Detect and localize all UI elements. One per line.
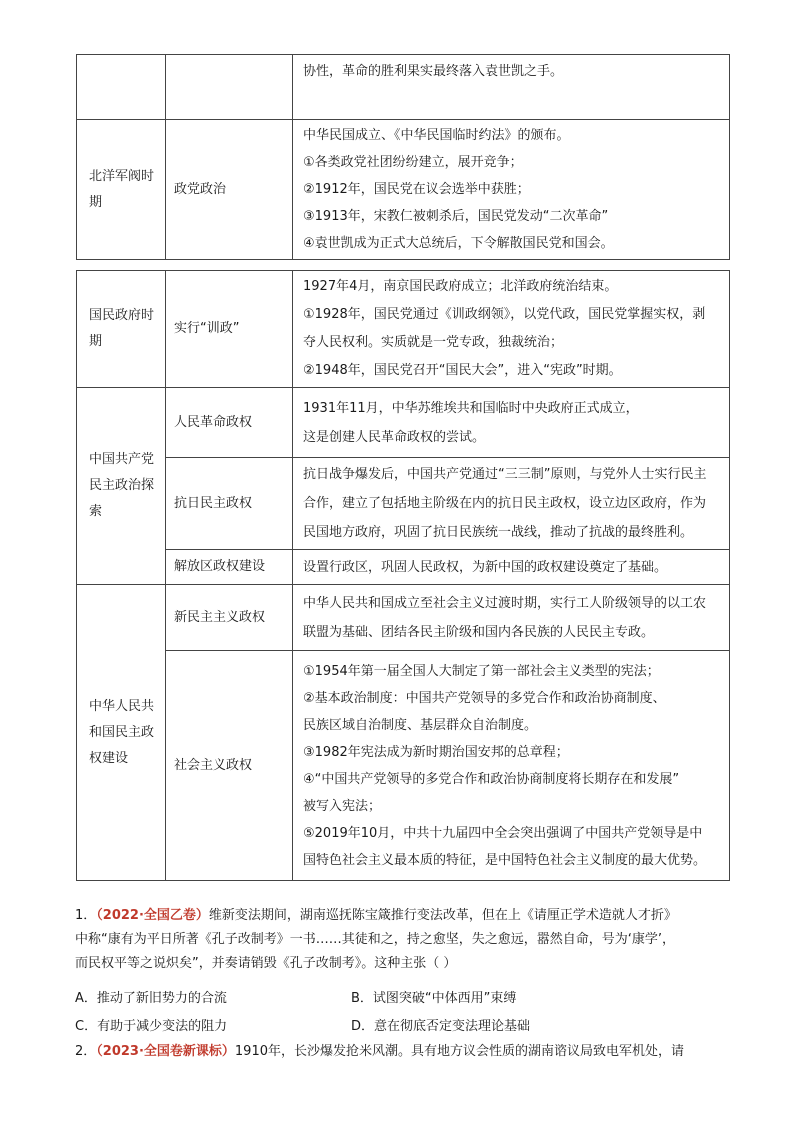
- question-source: （2023·全国卷新课标）: [96, 1044, 235, 1059]
- option-d[interactable]: D．意在彻底否定变法理论基础: [351, 1019, 531, 1034]
- question-number: 2．: [75, 1044, 97, 1059]
- question-1-line: 而民权平等之说炽矣”，并奏请销毁《孔子改制考》。这种主张（ ）: [75, 956, 457, 971]
- table-row: [77, 550, 730, 585]
- content-line: ①1928年，国民党通过《训政纲领》，以党代政，国民党掌握实权，剥: [303, 307, 706, 322]
- content-cell: [293, 55, 730, 120]
- content-line: ①1954年第一届全国人大制定了第一部社会主义类型的宪法；: [303, 663, 660, 679]
- content-line: 1927年4月，南京国民政府成立；北洋政府统治结束。: [303, 279, 618, 294]
- table-row: [77, 458, 730, 550]
- content-line: 中华民国成立、《中华民国临时约法》的颁布。: [303, 128, 570, 143]
- question-source: （2022·全国乙卷）: [96, 908, 209, 923]
- content-line: 协性，革命的胜利果实最终落入袁世凯之手。: [303, 64, 564, 79]
- content-line: 被写入宪法；: [303, 798, 382, 814]
- content-line: ②1912年，国民党在议会选举中获胜；: [303, 182, 530, 197]
- content-line: ③1913年，宋教仁被刺杀后，国民党发动“二次革命”: [303, 209, 609, 224]
- period-cell: 中国共产党民主政治探索: [77, 388, 166, 585]
- content-line: ②基本政治制度：中国共产党领导的多党合作和政治协商制度、: [303, 690, 666, 706]
- system-cell: 政党政治: [166, 120, 293, 260]
- question-text: 1910年，长沙爆发抢米风潮。具有地方议会性质的湖南谘议局致电军机处，请: [234, 1044, 684, 1059]
- content-cell: [293, 550, 730, 585]
- system-cell: 社会主义政权: [166, 651, 293, 881]
- content-line: 民族区域自治制度、基层群众自治制度。: [303, 717, 538, 733]
- content-line: 国特色社会主义最本质的特征，是中国特色社会主义制度的最大优势。: [303, 852, 707, 868]
- content-line: 民国地方政府，巩固了抗日民族统一战线，推动了抗战的最终胜利。: [303, 525, 694, 540]
- content-cell: [293, 458, 730, 550]
- question-1-line: 中称“康有为平日所著《孔子改制考》一书……其徒和之，持之愈坚，失之愈远，嚣然自命，号为‘康学’，: [75, 932, 676, 947]
- question-number: 1．: [75, 908, 97, 923]
- history-table-upper: [76, 54, 730, 260]
- content-line: 合作，建立了包括地主阶级在内的抗日民主政权，设立边区政府，作为: [303, 496, 707, 511]
- content-cell: [293, 271, 730, 388]
- table-row: [77, 271, 730, 388]
- content-line: 夺人民权利。实质就是一党专政，独裁统治；: [303, 335, 564, 350]
- table-row: [77, 585, 730, 651]
- content-line: 设置行政区，巩固人民政权，为新中国的政权建设奠定了基础。: [303, 559, 668, 575]
- content-line: ③1982年宪法成为新时期治国安邦的总章程；: [303, 744, 569, 760]
- content-line: ④“中国共产党领导的多党合作和政治协商制度将长期存在和发展”: [303, 771, 680, 787]
- table-row: [77, 388, 730, 458]
- table-row: [77, 651, 730, 881]
- system-cell: 新民主主义政权: [166, 585, 293, 651]
- history-table-lower: [76, 270, 730, 881]
- content-line: ⑤2019年10月，中共十九届四中全会突出强调了中国共产党领导是中: [303, 825, 703, 841]
- system-cell: 实行“训政”: [166, 271, 293, 388]
- period-cell: 北洋军阀时期: [77, 120, 166, 260]
- content-line: 联盟为基础、团结各民主阶级和国内各民族的人民民主专政。: [303, 624, 655, 640]
- option-c[interactable]: C．有助于减少变法的阻力: [75, 1019, 228, 1034]
- option-a[interactable]: A．推动了新旧势力的合流: [75, 991, 227, 1006]
- period-cell: 国民政府时期: [77, 271, 166, 388]
- system-cell: 解放区政权建设: [166, 550, 293, 585]
- content-cell: [293, 388, 730, 458]
- question-1-line: [75, 904, 677, 928]
- table-row: [77, 55, 730, 120]
- content-line: ④袁世凯成为正式大总统后，下令解散国民党和国会。: [303, 236, 614, 251]
- question-text: 维新变法期间，湖南巡抚陈宝箴推行变法改革，但在上《请厘正学术造就人才折》: [208, 908, 677, 923]
- system-cell: [166, 55, 293, 120]
- system-cell: 抗日民主政权: [166, 458, 293, 550]
- content-line: ①各类政党社团纷纷建立，展开竞争；: [303, 155, 523, 170]
- content-line: ②1948年，国民党召开“国民大会”，进入“宪政”时期。: [303, 363, 622, 378]
- content-line: 中华人民共和国成立至社会主义过渡时期，实行工人阶级领导的以工农: [303, 595, 707, 611]
- system-cell: 人民革命政权: [166, 388, 293, 458]
- content-line: 这是创建人民革命政权的尝试。: [303, 429, 486, 445]
- option-b[interactable]: B．试图突破“中体西用”束缚: [351, 991, 517, 1006]
- content-cell: [293, 651, 730, 881]
- content-cell: [293, 120, 730, 260]
- period-cell: [77, 55, 166, 120]
- content-cell: [293, 585, 730, 651]
- table-row: [77, 120, 730, 260]
- question-2-line: [75, 1040, 684, 1064]
- content-line: 抗日战争爆发后，中国共产党通过“三三制”原则，与党外人士实行民主: [303, 467, 707, 482]
- period-cell: 中华人民共和国民主政权建设: [77, 585, 166, 881]
- content-line: 1931年11月，中华苏维埃共和国临时中央政府正式成立，: [303, 400, 639, 416]
